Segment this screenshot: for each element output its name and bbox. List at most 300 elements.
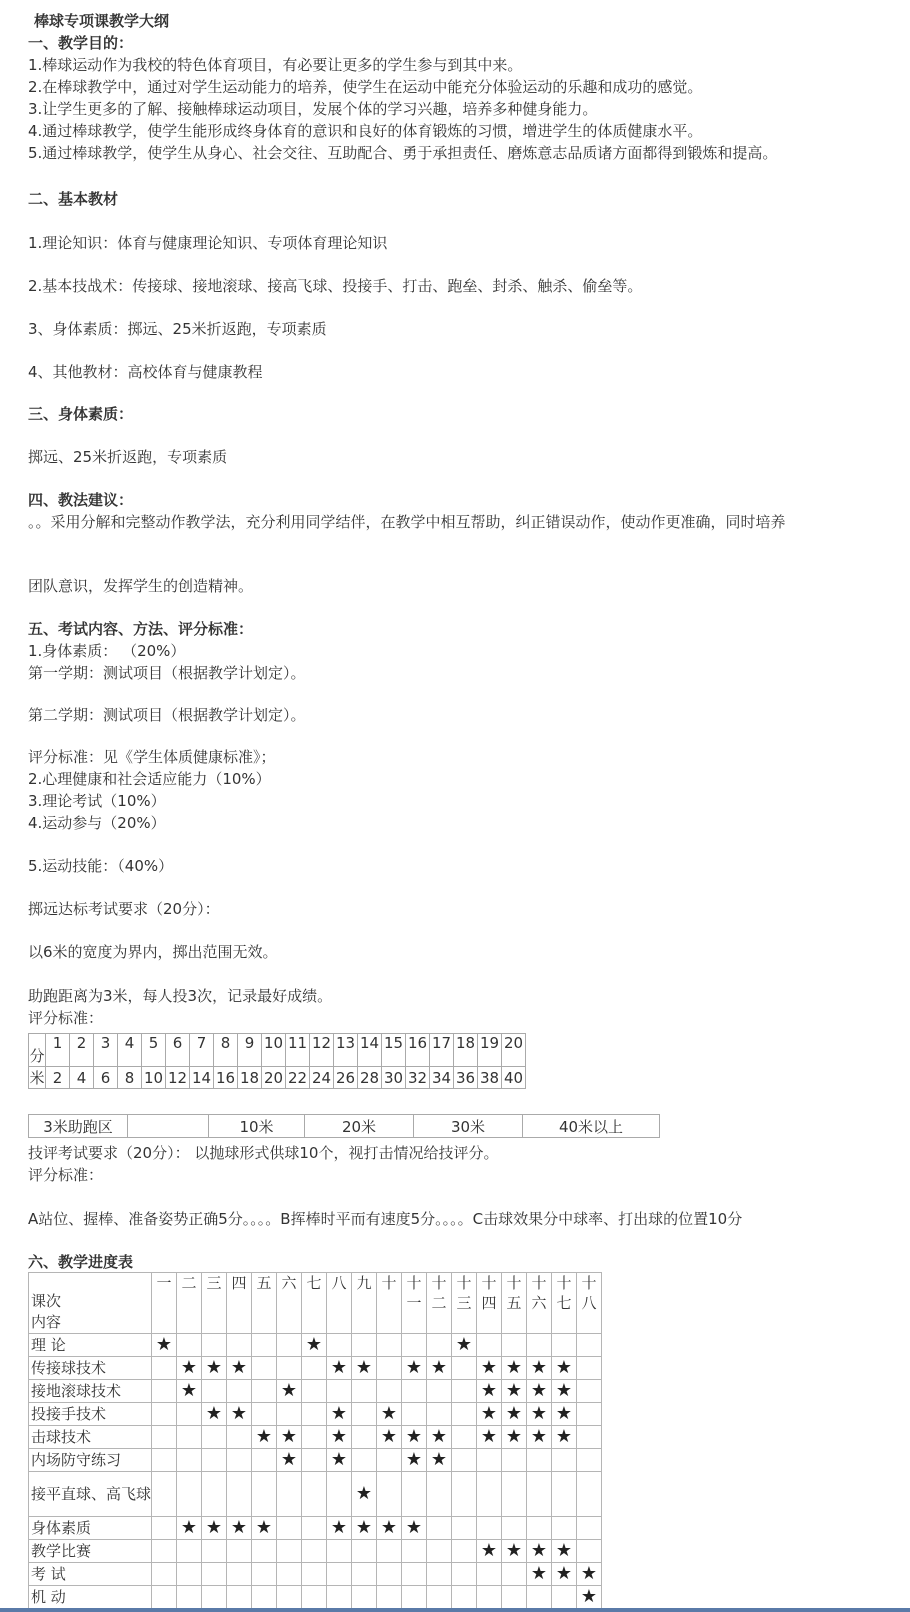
week-label-char: 六: [531, 1294, 547, 1312]
exam-line: 评分标准：: [28, 1166, 104, 1184]
schedule-cell: [252, 1517, 277, 1540]
week-label-char: 五: [256, 1274, 272, 1292]
week-label-char: 十: [381, 1274, 397, 1292]
week-header-cell: [202, 1273, 227, 1334]
schedule-cell: [427, 1357, 452, 1380]
week-header-cell: [402, 1273, 427, 1334]
section-3-heading: 三、身体素质：: [28, 405, 134, 423]
throw-zone-table: [28, 1114, 660, 1138]
schedule-header-row: [29, 1273, 602, 1334]
schedule-cell: [152, 1403, 177, 1426]
score-cell: 7: [190, 1034, 214, 1067]
schedule-cell: [177, 1586, 202, 1609]
schedule-cell: [577, 1334, 602, 1357]
schedule-cell: [577, 1426, 602, 1449]
schedule-cell: [452, 1334, 477, 1357]
schedule-cell: [352, 1403, 377, 1426]
schedule-cell: [552, 1586, 577, 1609]
schedule-cell: [502, 1472, 527, 1517]
schedule-cell: [327, 1403, 352, 1426]
week-label-char: 七: [306, 1274, 322, 1292]
schedule-cell: [377, 1472, 402, 1517]
schedule-cell: [452, 1426, 477, 1449]
week-header-cell: [577, 1273, 602, 1334]
fitness-text: 掷远、25米折返跑，专项素质: [28, 448, 228, 466]
star-icon: ★: [280, 1426, 298, 1447]
schedule-cell: [227, 1426, 252, 1449]
material-4: 4、其他教材：高校体育与健康教程: [28, 363, 263, 381]
schedule-cell: [577, 1380, 602, 1403]
star-icon: ★: [280, 1449, 298, 1470]
meter-cell: 8: [118, 1067, 142, 1089]
schedule-cell: [227, 1563, 252, 1586]
schedule-cell: [427, 1586, 452, 1609]
schedule-cell: [377, 1357, 402, 1380]
schedule-cell: [527, 1586, 552, 1609]
schedule-cell: [302, 1517, 327, 1540]
schedule-cell: [527, 1380, 552, 1403]
star-icon: ★: [505, 1403, 523, 1424]
score-cell: 1: [46, 1034, 70, 1067]
schedule-cell: [527, 1563, 552, 1586]
schedule-cell: [227, 1540, 252, 1563]
star-icon: ★: [355, 1483, 373, 1504]
star-icon: ★: [555, 1380, 573, 1401]
schedule-cell: [227, 1334, 252, 1357]
meter-cell: 38: [478, 1067, 502, 1089]
schedule-cell: [502, 1517, 527, 1540]
schedule-cell: [402, 1540, 427, 1563]
exam-line: 评分标准：见《学生体质健康标准》；: [28, 748, 276, 766]
teaching-advice-text: 。。采用分解和完整动作教学法，充分利用同学结伴，在教学中相互帮助，纠正错误动作，使动作更准确，同时培养: [28, 513, 786, 531]
schedule-cell: [402, 1449, 427, 1472]
schedule-cell: [427, 1426, 452, 1449]
schedule-cell: [177, 1403, 202, 1426]
star-icon: ★: [530, 1540, 548, 1561]
star-icon: ★: [530, 1357, 548, 1378]
schedule-cell: [202, 1449, 227, 1472]
schedule-cell: [352, 1449, 377, 1472]
schedule-row-label: 教学比赛: [29, 1540, 152, 1563]
exam-line: 技评考试要求（20分）： 以抛球形式供球10个，视打击情况给技评分。: [28, 1144, 499, 1162]
schedule-cell: [477, 1540, 502, 1563]
star-icon: ★: [380, 1426, 398, 1447]
exam-line: 掷远达标考试要求（20分）：: [28, 900, 220, 918]
corner-label: 课次: [31, 1292, 62, 1310]
star-icon: ★: [555, 1540, 573, 1561]
schedule-cell: [552, 1380, 577, 1403]
schedule-row: [29, 1540, 602, 1563]
schedule-cell: [227, 1380, 252, 1403]
schedule-cell: [402, 1334, 427, 1357]
schedule-cell: [377, 1426, 402, 1449]
section-5-heading: 五、考试内容、方法、评分标准：: [28, 620, 254, 638]
meter-cell: 14: [190, 1067, 214, 1089]
schedule-cell: [177, 1540, 202, 1563]
schedule-cell: [502, 1357, 527, 1380]
week-label-char: 一: [156, 1274, 172, 1292]
schedule-cell: [327, 1586, 352, 1609]
star-icon: ★: [580, 1563, 598, 1584]
score-cell: 12: [310, 1034, 334, 1067]
zone-cell: 10米: [209, 1115, 305, 1138]
schedule-cell: [577, 1563, 602, 1586]
schedule-row: [29, 1449, 602, 1472]
schedule-cell: [277, 1334, 302, 1357]
schedule-cell: [527, 1334, 552, 1357]
row-label: 米: [29, 1067, 46, 1089]
schedule-cell: [302, 1586, 327, 1609]
schedule-cell: [552, 1517, 577, 1540]
row-label: 分: [29, 1034, 46, 1067]
schedule-cell: [152, 1540, 177, 1563]
star-icon: ★: [480, 1540, 498, 1561]
schedule-cell: [202, 1586, 227, 1609]
star-icon: ★: [180, 1380, 198, 1401]
week-label-char: 九: [356, 1274, 372, 1292]
zone-cell: [128, 1115, 209, 1138]
score-cell: 13: [334, 1034, 358, 1067]
star-icon: ★: [555, 1426, 573, 1447]
schedule-cell: [177, 1426, 202, 1449]
schedule-cell: [452, 1517, 477, 1540]
schedule-cell: [452, 1403, 477, 1426]
schedule-cell: [302, 1357, 327, 1380]
star-icon: ★: [480, 1426, 498, 1447]
schedule-cell: [527, 1449, 552, 1472]
schedule-cell: [277, 1380, 302, 1403]
schedule-cell: [577, 1403, 602, 1426]
exam-line: A站位、握棒、准备姿势正确5分。。。。B挥棒时平而有速度5分。。。。C击球效果分中球率、打出球的位置10分: [28, 1210, 743, 1228]
meter-cell: 20: [262, 1067, 286, 1089]
schedule-cell: [227, 1517, 252, 1540]
schedule-cell: [352, 1357, 377, 1380]
zone-cell: 3米助跑区: [29, 1115, 128, 1138]
schedule-cell: [377, 1380, 402, 1403]
star-icon: ★: [180, 1517, 198, 1538]
week-header-cell: [327, 1273, 352, 1334]
star-icon: ★: [555, 1357, 573, 1378]
schedule-cell: [252, 1449, 277, 1472]
star-icon: ★: [155, 1334, 173, 1355]
schedule-cell: [252, 1540, 277, 1563]
star-icon: ★: [480, 1403, 498, 1424]
exam-line: 4.运动参与（20%）: [28, 814, 166, 832]
week-header-cell: [452, 1273, 477, 1334]
section-4-heading: 四、教法建议：: [28, 491, 134, 509]
schedule-row-label: 接平直球、高飞球: [29, 1472, 152, 1517]
schedule-cell: [452, 1563, 477, 1586]
schedule-cell: [277, 1357, 302, 1380]
week-header-cell: [152, 1273, 177, 1334]
exam-line: 助跑距离为3米，每人投3次，记录最好成绩。: [28, 987, 333, 1005]
schedule-cell: [552, 1426, 577, 1449]
meter-row: [29, 1067, 526, 1089]
schedule-cell: [302, 1426, 327, 1449]
schedule-cell: [427, 1449, 452, 1472]
star-icon: ★: [230, 1403, 248, 1424]
schedule-cell: [152, 1472, 177, 1517]
week-label-char: 十: [481, 1274, 497, 1292]
schedule-cell: [527, 1403, 552, 1426]
schedule-row: [29, 1403, 602, 1426]
schedule-cell: [252, 1357, 277, 1380]
score-cell: 10: [262, 1034, 286, 1067]
schedule-cell: [377, 1563, 402, 1586]
schedule-cell: [402, 1517, 427, 1540]
star-icon: ★: [505, 1540, 523, 1561]
schedule-cell: [577, 1540, 602, 1563]
week-header-cell: [552, 1273, 577, 1334]
schedule-cell: [527, 1517, 552, 1540]
schedule-cell: [377, 1334, 402, 1357]
schedule-cell: [352, 1586, 377, 1609]
schedule-cell: [352, 1540, 377, 1563]
schedule-cell: [202, 1357, 227, 1380]
week-label-char: 三: [456, 1294, 472, 1312]
week-label-char: 四: [481, 1294, 497, 1312]
section-6-heading: 六、教学进度表: [28, 1253, 134, 1271]
schedule-cell: [502, 1449, 527, 1472]
meter-cell: 30: [382, 1067, 406, 1089]
schedule-cell: [402, 1586, 427, 1609]
schedule-cell: [477, 1380, 502, 1403]
star-icon: ★: [180, 1357, 198, 1378]
score-cell: 3: [94, 1034, 118, 1067]
exam-line: 以6米的宽度为界内，掷出范围无效。: [28, 943, 278, 961]
schedule-cell: [402, 1357, 427, 1380]
schedule-cell: [327, 1426, 352, 1449]
star-icon: ★: [530, 1426, 548, 1447]
score-cell: 6: [166, 1034, 190, 1067]
meter-cell: 28: [358, 1067, 382, 1089]
schedule-cell: [477, 1403, 502, 1426]
week-label-char: 八: [581, 1294, 597, 1312]
schedule-cell: [402, 1563, 427, 1586]
score-row: [29, 1034, 526, 1067]
schedule-cell: [277, 1403, 302, 1426]
schedule-cell: [252, 1426, 277, 1449]
schedule-row-label: 击球技术: [29, 1426, 152, 1449]
schedule-cell: [577, 1517, 602, 1540]
schedule-cell: [402, 1403, 427, 1426]
schedule-cell: [277, 1540, 302, 1563]
schedule-cell: [327, 1563, 352, 1586]
week-header-cell: [227, 1273, 252, 1334]
schedule-cell: [427, 1403, 452, 1426]
schedule-cell: [352, 1517, 377, 1540]
score-cell: 11: [286, 1034, 310, 1067]
exam-line: 第二学期：测试项目（根据教学计划定）。: [28, 706, 306, 724]
schedule-cell: [477, 1563, 502, 1586]
schedule-cell: [452, 1380, 477, 1403]
week-label-char: 十: [431, 1274, 447, 1292]
schedule-row: [29, 1563, 602, 1586]
star-icon: ★: [405, 1357, 423, 1378]
schedule-cell: [202, 1426, 227, 1449]
star-icon: ★: [455, 1334, 473, 1355]
schedule-cell: [227, 1472, 252, 1517]
schedule-cell: [252, 1334, 277, 1357]
objective-4: 4.通过棒球教学，使学生能形成终身体育的意识和良好的体育锻炼的习惯，增进学生的体质健康水平。: [28, 122, 703, 140]
schedule-cell: [177, 1563, 202, 1586]
star-icon: ★: [255, 1426, 273, 1447]
zone-cell: 20米: [305, 1115, 414, 1138]
schedule-cell: [502, 1586, 527, 1609]
score-cell: 9: [238, 1034, 262, 1067]
schedule-cell: [177, 1357, 202, 1380]
star-icon: ★: [430, 1357, 448, 1378]
schedule-cell: [377, 1586, 402, 1609]
week-header-cell: [527, 1273, 552, 1334]
exam-line: 评分标准：: [28, 1009, 104, 1027]
schedule-cell: [252, 1380, 277, 1403]
week-label-char: 五: [506, 1294, 522, 1312]
star-icon: ★: [280, 1380, 298, 1401]
schedule-cell: [477, 1517, 502, 1540]
week-header-cell: [377, 1273, 402, 1334]
schedule-cell: [202, 1380, 227, 1403]
schedule-cell: [277, 1517, 302, 1540]
objective-5: 5.通过棒球教学，使学生从身心、社会交往、互助配合、勇于承担责任、磨炼意志品质诸方面都得到锻炼和提高。: [28, 144, 778, 162]
star-icon: ★: [480, 1380, 498, 1401]
material-1: 1.理论知识：体育与健康理论知识、专项体育理论知识: [28, 234, 388, 252]
meter-cell: 12: [166, 1067, 190, 1089]
week-label-char: 六: [281, 1274, 297, 1292]
star-icon: ★: [330, 1426, 348, 1447]
star-icon: ★: [430, 1449, 448, 1470]
week-header-cell: [252, 1273, 277, 1334]
meter-cell: 6: [94, 1067, 118, 1089]
star-icon: ★: [330, 1403, 348, 1424]
exam-line: 2.心理健康和社会适应能力（10%）: [28, 770, 271, 788]
schedule-cell: [452, 1357, 477, 1380]
meter-cell: 40: [502, 1067, 526, 1089]
zone-cell: 40米以上: [523, 1115, 660, 1138]
schedule-cell: [527, 1357, 552, 1380]
schedule-cell: [202, 1334, 227, 1357]
schedule-cell: [477, 1357, 502, 1380]
schedule-cell: [452, 1540, 477, 1563]
schedule-cell: [427, 1517, 452, 1540]
exam-line: 3.理论考试（10%）: [28, 792, 166, 810]
star-icon: ★: [305, 1334, 323, 1355]
section-2-heading: 二、基本教材: [28, 190, 119, 208]
star-icon: ★: [380, 1517, 398, 1538]
schedule-cell: [577, 1472, 602, 1517]
week-label-char: 十: [456, 1274, 472, 1292]
star-icon: ★: [530, 1380, 548, 1401]
star-icon: ★: [505, 1426, 523, 1447]
week-label-char: 四: [231, 1274, 247, 1292]
schedule-cell: [502, 1426, 527, 1449]
schedule-cell: [552, 1334, 577, 1357]
meter-cell: 22: [286, 1067, 310, 1089]
star-icon: ★: [355, 1517, 373, 1538]
schedule-cell: [202, 1540, 227, 1563]
schedule-cell: [352, 1426, 377, 1449]
schedule-row-label: 接地滚球技术: [29, 1380, 152, 1403]
schedule-cell: [277, 1449, 302, 1472]
meter-cell: 36: [454, 1067, 478, 1089]
schedule-cell: [452, 1586, 477, 1609]
score-cell: 14: [358, 1034, 382, 1067]
schedule-cell: [477, 1334, 502, 1357]
schedule-cell: [502, 1380, 527, 1403]
star-icon: ★: [555, 1563, 573, 1584]
schedule-cell: [552, 1472, 577, 1517]
schedule-cell: [427, 1472, 452, 1517]
schedule-cell: [327, 1380, 352, 1403]
score-cell: 16: [406, 1034, 430, 1067]
meter-cell: 32: [406, 1067, 430, 1089]
schedule-row-label: 考 试: [29, 1563, 152, 1586]
meter-cell: 24: [310, 1067, 334, 1089]
exam-line: 1.身体素质： （20%）: [28, 642, 186, 660]
star-icon: ★: [255, 1517, 273, 1538]
score-cell: 15: [382, 1034, 406, 1067]
week-header-cell: [427, 1273, 452, 1334]
score-cell: 8: [214, 1034, 238, 1067]
meter-cell: 2: [46, 1067, 70, 1089]
schedule-row: [29, 1357, 602, 1380]
objective-1: 1.棒球运动作为我校的特色体育项目，有必要让更多的学生参与到其中来。: [28, 56, 523, 74]
schedule-cell: [452, 1449, 477, 1472]
schedule-cell: [327, 1357, 352, 1380]
schedule-cell: [302, 1472, 327, 1517]
schedule-cell: [227, 1357, 252, 1380]
schedule-cell: [552, 1403, 577, 1426]
meter-cell: 10: [142, 1067, 166, 1089]
star-icon: ★: [205, 1517, 223, 1538]
section-1-heading: 一、教学目的：: [28, 34, 134, 52]
schedule-row: [29, 1380, 602, 1403]
week-header-cell: [277, 1273, 302, 1334]
star-icon: ★: [380, 1403, 398, 1424]
schedule-cell: [227, 1449, 252, 1472]
schedule-cell: [227, 1586, 252, 1609]
schedule-row: [29, 1334, 602, 1357]
star-icon: ★: [230, 1357, 248, 1378]
schedule-cell: [152, 1517, 177, 1540]
schedule-cell: [327, 1449, 352, 1472]
schedule-cell: [477, 1426, 502, 1449]
meter-cell: 26: [334, 1067, 358, 1089]
schedule-cell: [402, 1380, 427, 1403]
schedule-cell: [527, 1426, 552, 1449]
star-icon: ★: [405, 1426, 423, 1447]
schedule-cell: [477, 1472, 502, 1517]
meter-cell: 4: [70, 1067, 94, 1089]
schedule-cell: [402, 1472, 427, 1517]
schedule-cell: [277, 1586, 302, 1609]
throw-score-table: [28, 1033, 526, 1089]
week-header-cell: [502, 1273, 527, 1334]
schedule-cell: [427, 1540, 452, 1563]
week-label-char: 八: [331, 1274, 347, 1292]
star-icon: ★: [405, 1449, 423, 1470]
schedule-cell: [427, 1334, 452, 1357]
schedule-cell: [252, 1403, 277, 1426]
schedule-cell: [477, 1586, 502, 1609]
schedule-cell: [152, 1357, 177, 1380]
schedule-cell: [402, 1426, 427, 1449]
schedule-cell: [152, 1334, 177, 1357]
teaching-schedule-table: [28, 1272, 602, 1609]
schedule-row-label: 理 论: [29, 1334, 152, 1357]
schedule-cell: [577, 1449, 602, 1472]
week-label-char: 十: [556, 1274, 572, 1292]
